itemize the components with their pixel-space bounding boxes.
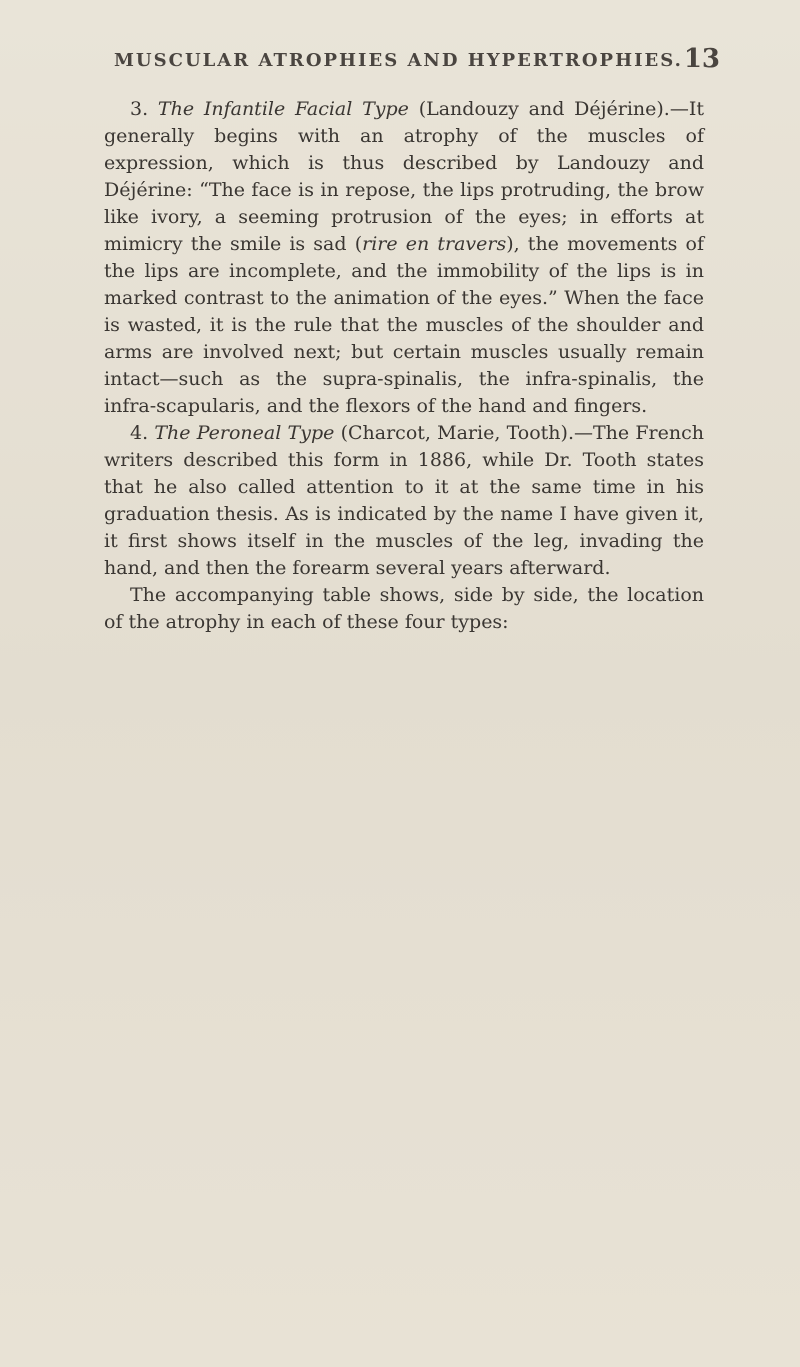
page-number: 13 — [683, 44, 720, 74]
paragraph-text: (Landouzy and Déjérine).—It generally begins with an atrophy of the muscles of expression, which is thus described by Landouzy and Déjérine: “The face is in repose, the lips protruding, the brow like ivory, a seeming protrusion of the eyes; in efforts at mimicry the smile is sad ( — [104, 98, 704, 255]
paragraph-peroneal-type — [104, 420, 704, 582]
paragraph-text: ), the movements of the lips are incomplete, and the immobility of the lips is in marked contrast to the animation of the eyes.” When the face is wasted, it is the rule that the muscles of the shoulder and arms are involved next; but certain muscles usually remain intact—such as the supra-spinalis, the infra-spinalis, the infra-scapularis, and the flexors of the hand and fingers. — [104, 233, 704, 417]
body-text — [104, 96, 704, 636]
page-header — [104, 44, 720, 84]
paragraph-table-intro: The accompanying table shows, side by side, the location of the atrophy in each of these four types: — [104, 584, 704, 633]
paragraph-title: The Peroneal Type — [154, 422, 335, 444]
running-head: MUSCULAR ATROPHIES AND HYPERTROPHIES. — [114, 50, 683, 71]
paragraph-number: 4. — [130, 422, 149, 444]
italic-phrase: rire en travers — [362, 233, 507, 255]
paragraph-text: (Charcot, Marie, Tooth).—The French writers described this form in 1886, while Dr. Tooth states that he also called attention to it at the same time in his graduation thesis. As is indicated by the name I have given it, it first shows itself in the muscles of the leg, invading the hand, and then the forearm several years afterward. — [104, 422, 704, 579]
paragraph-infantile-facial-type — [104, 96, 704, 420]
paragraph-number: 3. — [130, 98, 149, 120]
paragraph-title: The Infantile Facial Type — [157, 98, 409, 120]
